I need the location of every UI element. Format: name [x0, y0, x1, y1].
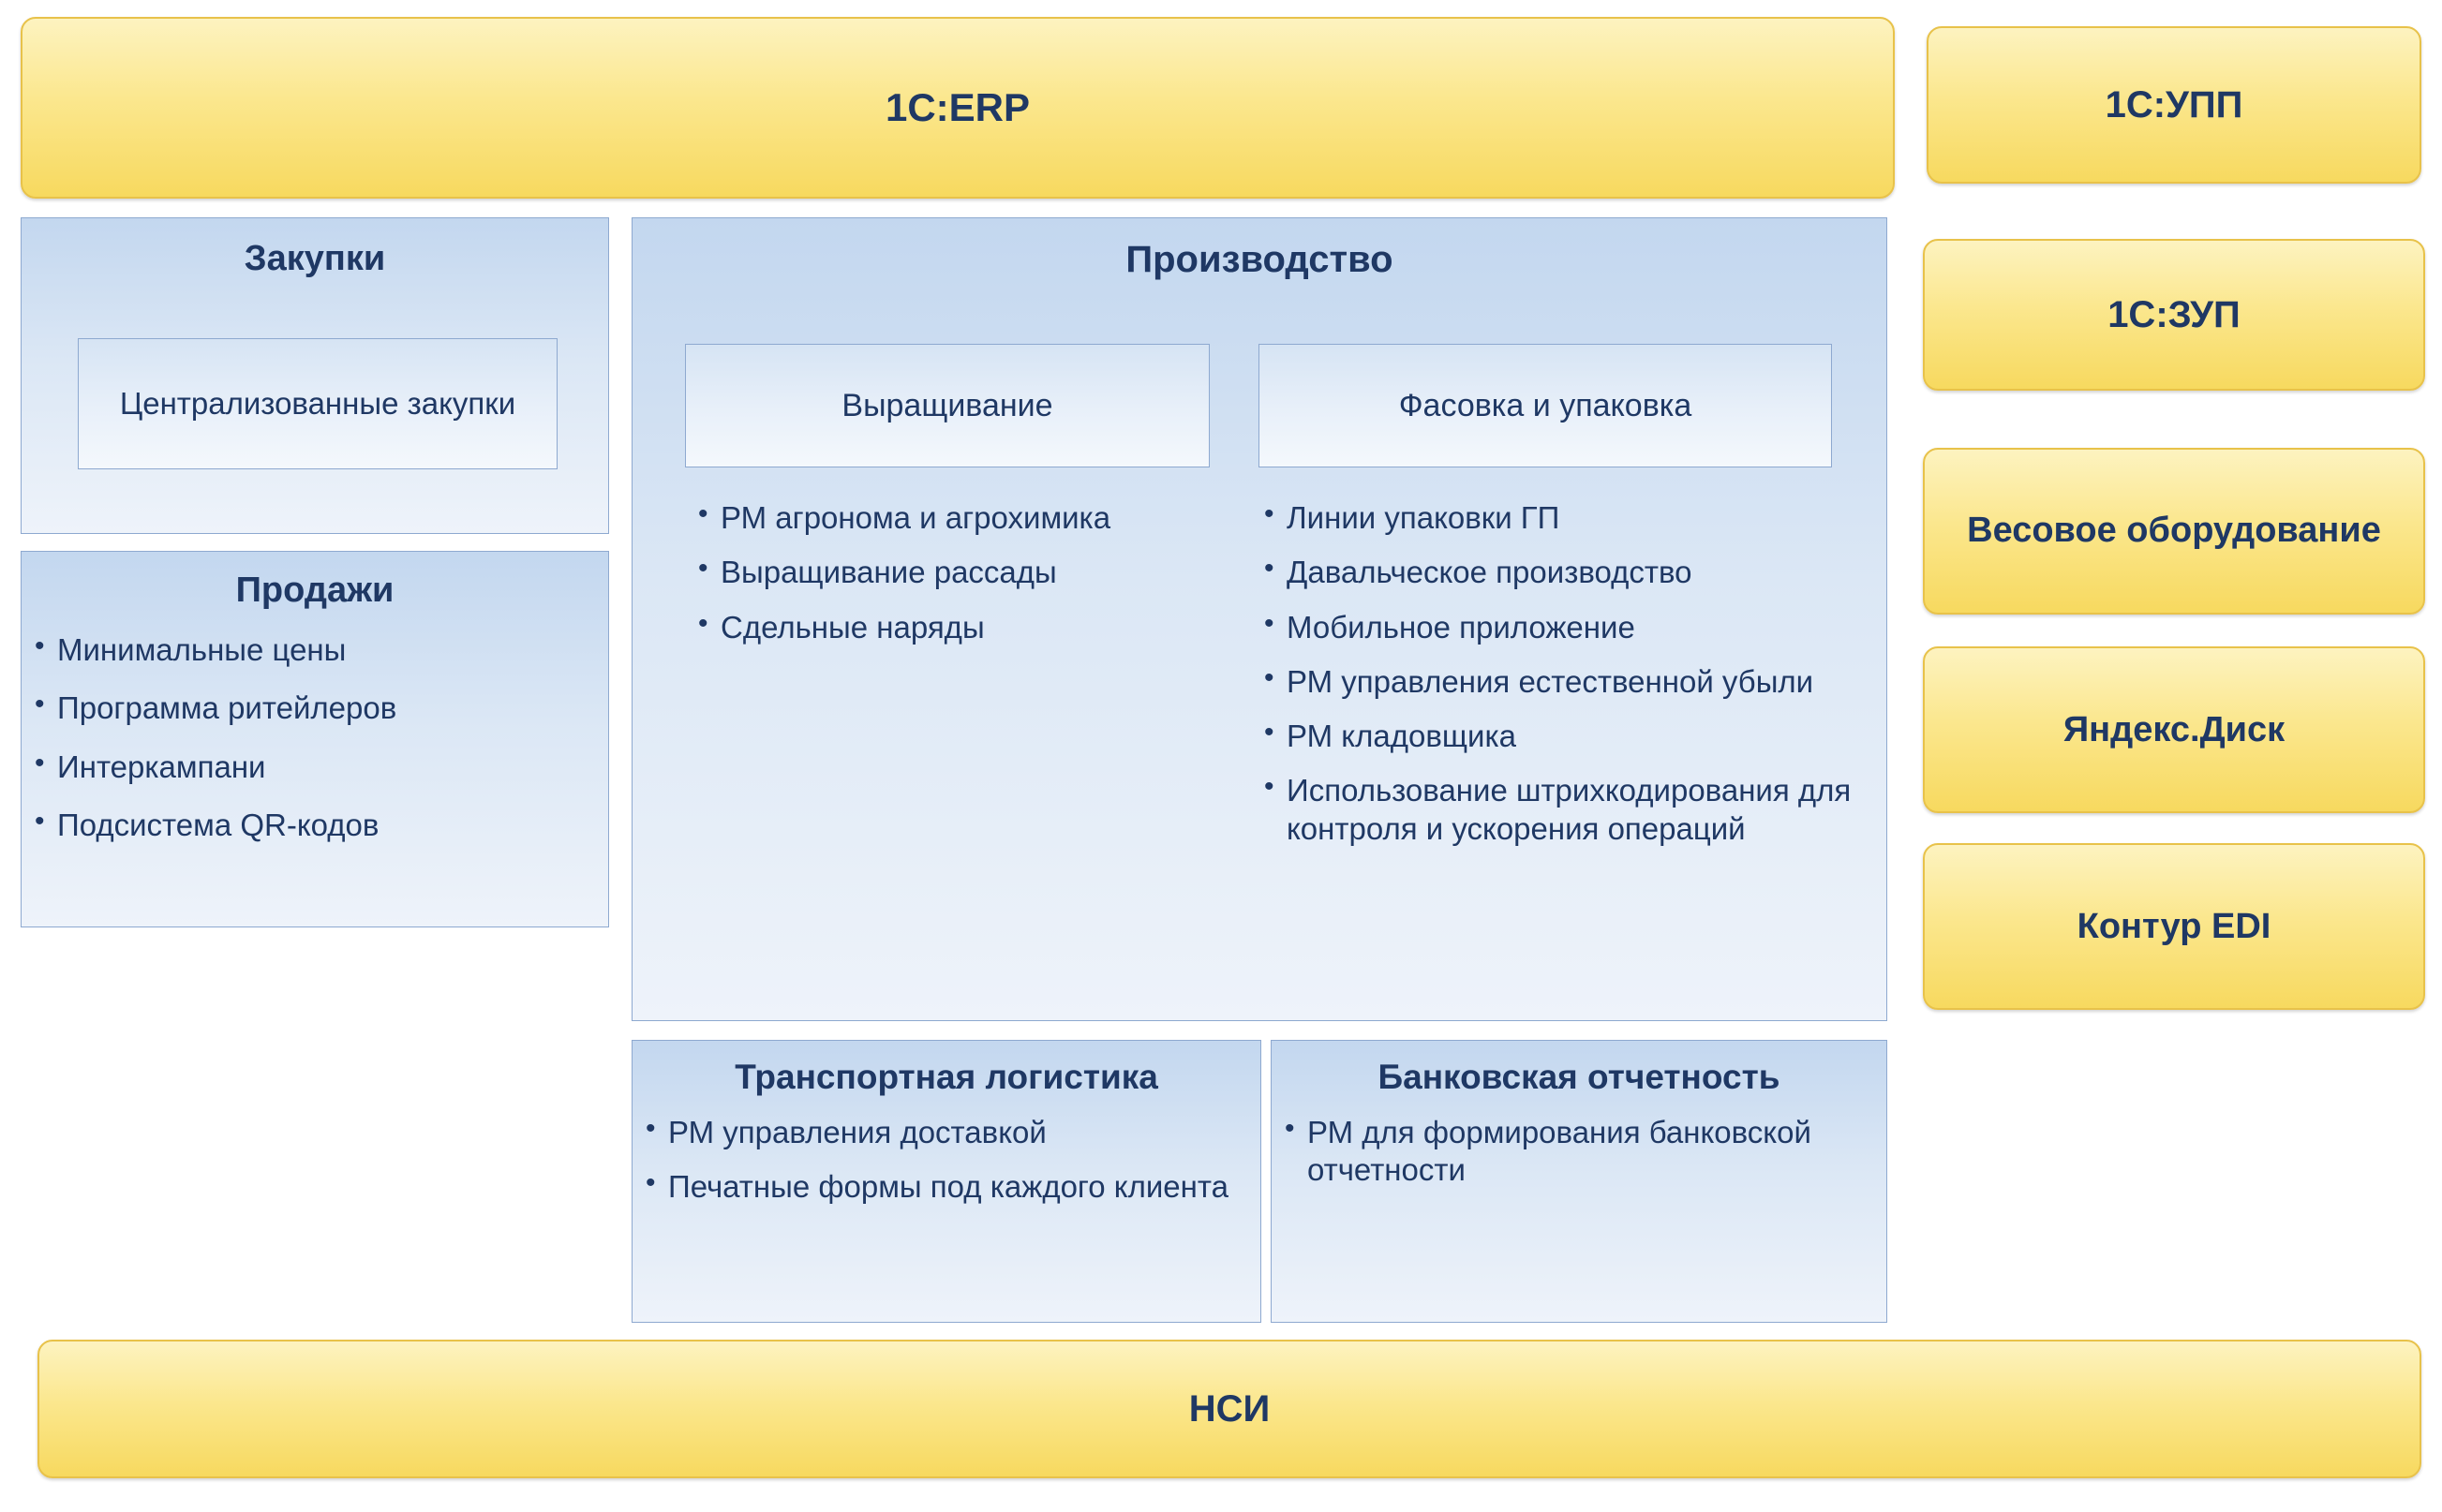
purchases-block [21, 217, 609, 534]
list-item: • РМ кладовщика [1251, 718, 1860, 755]
logistics-block [632, 1040, 1261, 1323]
platform-yandex-disk-label: Яндекс.Диск [2062, 709, 2286, 749]
list-item: • РМ агронома и агрохимика [685, 499, 1228, 537]
production-packing-header-label: Фасовка и упаковка [1398, 387, 1692, 423]
list-item: • Печатные формы под каждого клиента [633, 1168, 1260, 1206]
platform-upp-box [1927, 26, 2421, 184]
banking-title: Банковская отчетность [1377, 1058, 1780, 1096]
list-item: • РМ управления доставкой [633, 1114, 1260, 1151]
platform-erp-label: 1С:ERP [885, 85, 1031, 129]
purchases-centralized-label: Централизованные закупки [119, 386, 516, 422]
banking-item-list [1272, 1114, 1886, 1190]
list-item: • РМ для формирования банковской отчетности [1272, 1114, 1886, 1190]
production-title: Производство [1125, 239, 1393, 280]
production-growing-header-label: Выращивание [841, 387, 1053, 423]
logistics-item-list [633, 1114, 1260, 1207]
platform-zup-box [1923, 239, 2425, 391]
list-item: • Линии упаковки ГП [1251, 499, 1860, 537]
nsi-box [37, 1340, 2421, 1478]
sales-title: Продажи [235, 571, 395, 610]
platform-scales-box [1923, 448, 2425, 615]
list-item: • Использование штрихкодирования для контроля и ускорения операций [1251, 772, 1860, 848]
list-item: • Выращивание рассады [685, 554, 1228, 591]
banking-block [1271, 1040, 1887, 1323]
platform-zup-label: 1С:ЗУП [2107, 293, 2241, 335]
list-item: • РМ управления естественной убыли [1251, 663, 1860, 701]
sales-item-list [22, 631, 608, 844]
list-item: • Мобильное приложение [1251, 609, 1860, 646]
logistics-title: Транспортная логистика [735, 1058, 1158, 1096]
list-item: • Подсистема QR-кодов [22, 807, 608, 844]
production-growing-item-list [685, 499, 1228, 663]
nsi-label: НСИ [1188, 1387, 1271, 1430]
production-block [632, 217, 1887, 1021]
list-item: • Сдельные наряды [685, 609, 1228, 646]
list-item: • Интеркампани [22, 749, 608, 786]
production-packing-header-box [1258, 344, 1832, 467]
platform-kontur-edi-box [1923, 843, 2425, 1010]
platform-yandex-disk-box [1923, 646, 2425, 813]
sales-block [21, 551, 609, 927]
purchases-centralized-box [78, 338, 558, 469]
list-item: • Программа ритейлеров [22, 689, 608, 727]
production-growing-header-box [685, 344, 1210, 467]
platform-kontur-edi-label: Контур EDI [2077, 906, 2271, 946]
purchases-title: Закупки [244, 239, 386, 278]
production-packing-item-list [1251, 499, 1860, 865]
platform-scales-label: Весовое оборудование [1967, 511, 2381, 551]
list-item: • Минимальные цены [22, 631, 608, 669]
platform-upp-label: 1С:УПП [2105, 83, 2243, 126]
list-item: • Давальческое производство [1251, 554, 1860, 591]
platform-erp-box [21, 17, 1895, 199]
